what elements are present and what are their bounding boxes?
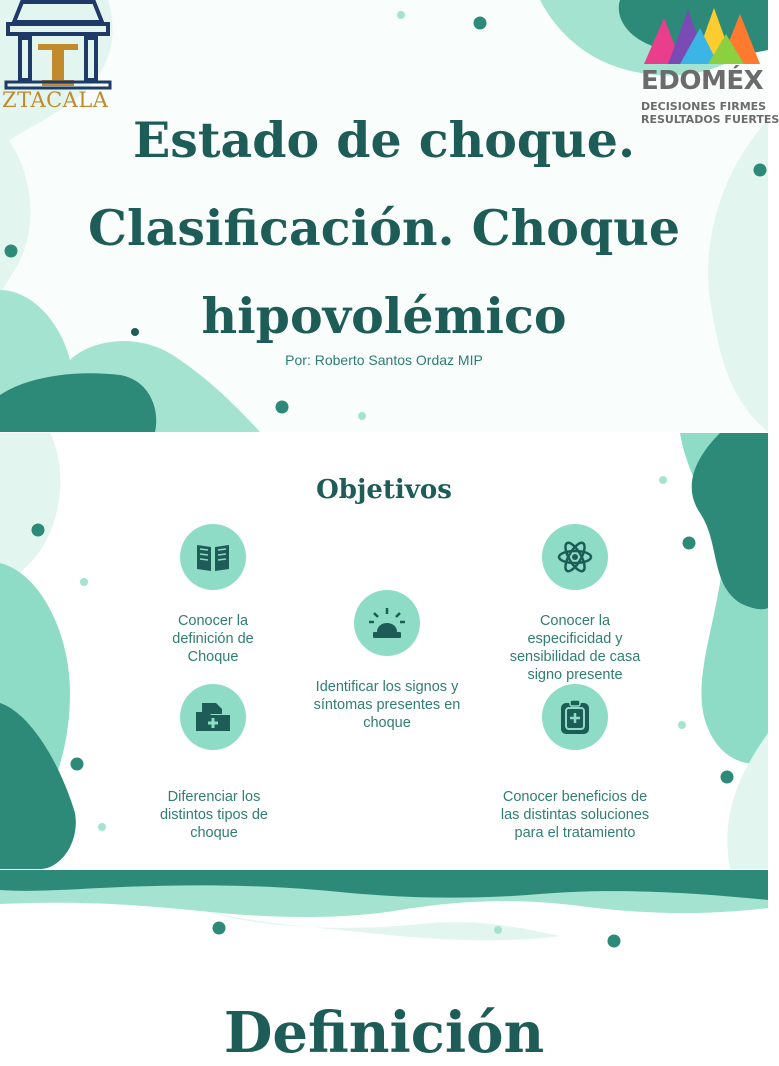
iztacala-logo-text: ZTACALA: [2, 88, 109, 112]
objectives-slide: [0, 433, 768, 869]
title-line: hipovolémico: [201, 287, 567, 345]
objectives-heading: Objetivos: [316, 475, 452, 505]
definition-heading: Definición: [223, 1000, 545, 1066]
title-line: Clasificación. Choque: [87, 199, 681, 257]
objective-text: Conocer la definición de Choque: [172, 613, 254, 665]
definition-slide: [0, 870, 768, 1066]
objective-text: Identificar los signos y síntomas presentes en choque: [313, 679, 461, 731]
alarm-light-icon: [354, 590, 420, 656]
folder-plus-icon: [180, 684, 246, 750]
author-line: Por: Roberto Santos Ordaz MIP: [285, 352, 483, 368]
edomex-slogan-line: RESULTADOS FUERTES: [641, 113, 779, 126]
objective-text: Conocer beneficios de las distintas soluciones para el tratamiento: [500, 789, 650, 841]
objective-text: Conocer la especificidad y sensibilidad de casa signo presente: [509, 613, 641, 683]
book-icon: [180, 524, 246, 590]
title-slide: [0, 0, 779, 432]
edomex-logo-name: EDOMÉX: [641, 66, 764, 96]
atom-icon: [542, 524, 608, 590]
presentation-title: [60, 96, 708, 360]
objective-text: Diferenciar los distintos tipos de choque: [159, 789, 268, 841]
edomex-slogan-line: DECISIONES FIRMES: [641, 100, 767, 113]
title-line: Estado de choque.: [132, 111, 636, 169]
clipboard-medical-icon: [542, 684, 608, 750]
